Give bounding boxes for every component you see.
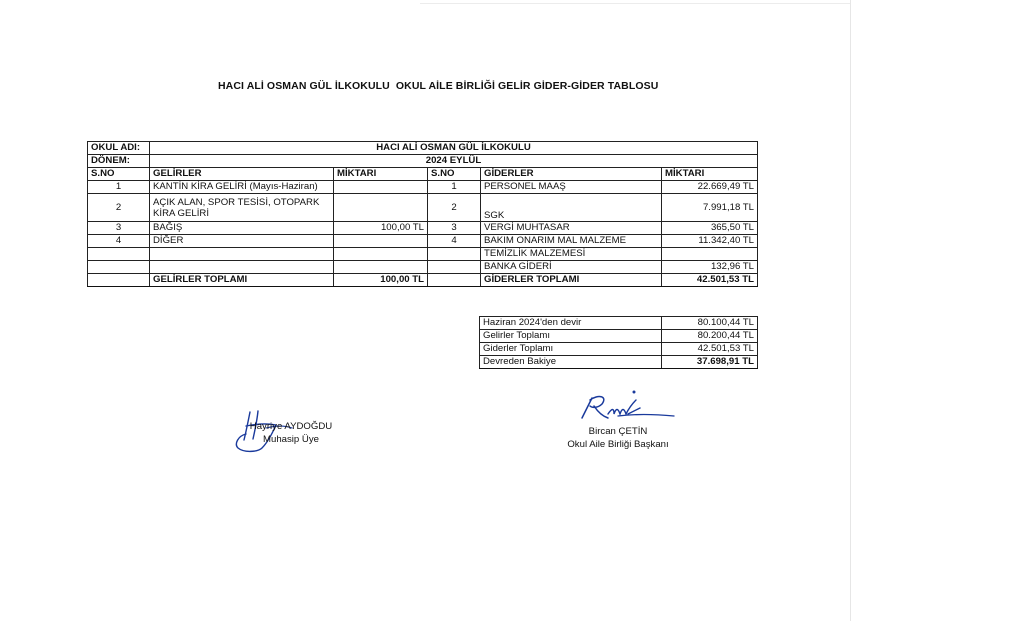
income-amount xyxy=(334,181,428,194)
totals-empty-2 xyxy=(428,274,481,287)
income-name: BAĞIŞ xyxy=(150,222,334,235)
signer-role: Muhasip Üye xyxy=(263,434,319,445)
expense-name: VERGİ MUHTASAR xyxy=(481,222,662,235)
summary-label: Gelirler Toplamı xyxy=(480,330,662,343)
income-no xyxy=(88,248,150,261)
header-row xyxy=(88,168,758,181)
signer-role: Okul Aile Birliği Başkanı xyxy=(567,439,669,450)
expense-total-value: 42.501,53 TL xyxy=(662,274,758,287)
header-sno: S.NO xyxy=(88,168,150,181)
income-no: 3 xyxy=(88,222,150,235)
income-amount: 100,00 TL xyxy=(334,222,428,235)
summary-label: Giderler Toplamı xyxy=(480,343,662,356)
income-no: 1 xyxy=(88,181,150,194)
income-name xyxy=(150,248,334,261)
income-amount xyxy=(334,235,428,248)
table-row xyxy=(88,222,758,235)
header-miktari-2: MİKTARI xyxy=(662,168,758,181)
income-amount xyxy=(334,194,428,222)
summary-label: Devreden Bakiye xyxy=(480,356,662,369)
income-no: 2 xyxy=(88,194,150,222)
signer-name: Bircan ÇETİN xyxy=(588,426,648,437)
summary-row xyxy=(480,343,758,356)
expense-amount: 365,50 TL xyxy=(662,222,758,235)
expense-no xyxy=(428,261,481,274)
header-giderler: GİDERLER xyxy=(481,168,662,181)
income-expense-table xyxy=(87,141,758,287)
expense-name: TEMİZLİK MALZEMESİ xyxy=(481,248,662,261)
summary-value: 80.200,44 TL xyxy=(662,330,758,343)
expense-name: SGK xyxy=(481,194,662,222)
table-row xyxy=(88,181,758,194)
income-name: DİĞER xyxy=(150,235,334,248)
school-name: HACI ALİ OSMAN GÜL İLKOKULU xyxy=(150,142,758,155)
expense-name: BANKA GİDERİ xyxy=(481,261,662,274)
scan-edge-top xyxy=(420,3,850,4)
expense-no: 3 xyxy=(428,222,481,235)
expense-no: 1 xyxy=(428,181,481,194)
header-miktari: MİKTARI xyxy=(334,168,428,181)
balance-summary-table xyxy=(479,316,758,369)
summary-row xyxy=(480,356,758,369)
expense-amount: 132,96 TL xyxy=(662,261,758,274)
table-row xyxy=(88,248,758,261)
signer-name: Hayriye AYDOĞDU xyxy=(249,421,333,432)
expense-total-label: GİDERLER TOPLAMI xyxy=(481,274,662,287)
header-gelirler: GELİRLER xyxy=(150,168,334,181)
school-name-row xyxy=(88,142,758,155)
summary-value: 80.100,44 TL xyxy=(662,317,758,330)
period-row xyxy=(88,155,758,168)
income-total-value: 100,00 TL xyxy=(334,274,428,287)
period-value: 2024 EYLÜL xyxy=(150,155,758,168)
expense-no xyxy=(428,248,481,261)
expense-amount: 22.669,49 TL xyxy=(662,181,758,194)
expense-no: 2 xyxy=(428,194,481,222)
scan-edge xyxy=(850,0,851,621)
income-amount xyxy=(334,248,428,261)
header-sno-2: S.NO xyxy=(428,168,481,181)
income-amount xyxy=(334,261,428,274)
left-signature-block xyxy=(248,420,334,446)
summary-row xyxy=(480,330,758,343)
table-row xyxy=(88,261,758,274)
income-name xyxy=(150,261,334,274)
totals-empty xyxy=(88,274,150,287)
income-name: AÇIK ALAN, SPOR TESİSİ, OTOPARK KİRA GELİRİ xyxy=(150,194,334,222)
expense-name: BAKIM ONARIM MAL MALZEME xyxy=(481,235,662,248)
totals-row xyxy=(88,274,758,287)
document-title: HACI ALİ OSMAN GÜL İLKOKULU OKUL AİLE BİRLİĞİ GELİR GİDER-GİDER TABLOSU xyxy=(218,80,659,92)
summary-label: Haziran 2024'den devir xyxy=(480,317,662,330)
school-label: OKUL ADI: xyxy=(88,142,150,155)
expense-amount xyxy=(662,248,758,261)
right-signature xyxy=(578,388,678,428)
expense-amount: 11.342,40 TL xyxy=(662,235,758,248)
right-signature-block xyxy=(565,425,671,451)
table-row xyxy=(88,235,758,248)
summary-value: 42.501,53 TL xyxy=(662,343,758,356)
expense-name: PERSONEL MAAŞ xyxy=(481,181,662,194)
summary-row xyxy=(480,317,758,330)
income-no xyxy=(88,261,150,274)
expense-amount: 7.991,18 TL xyxy=(662,194,758,222)
income-no: 4 xyxy=(88,235,150,248)
income-total-label: GELİRLER TOPLAMI xyxy=(150,274,334,287)
summary-value: 37.698,91 TL xyxy=(662,356,758,369)
table-row xyxy=(88,194,758,222)
expense-no: 4 xyxy=(428,235,481,248)
income-name: KANTİN KİRA GELİRİ (Mayıs-Haziran) xyxy=(150,181,334,194)
period-label: DÖNEM: xyxy=(88,155,150,168)
